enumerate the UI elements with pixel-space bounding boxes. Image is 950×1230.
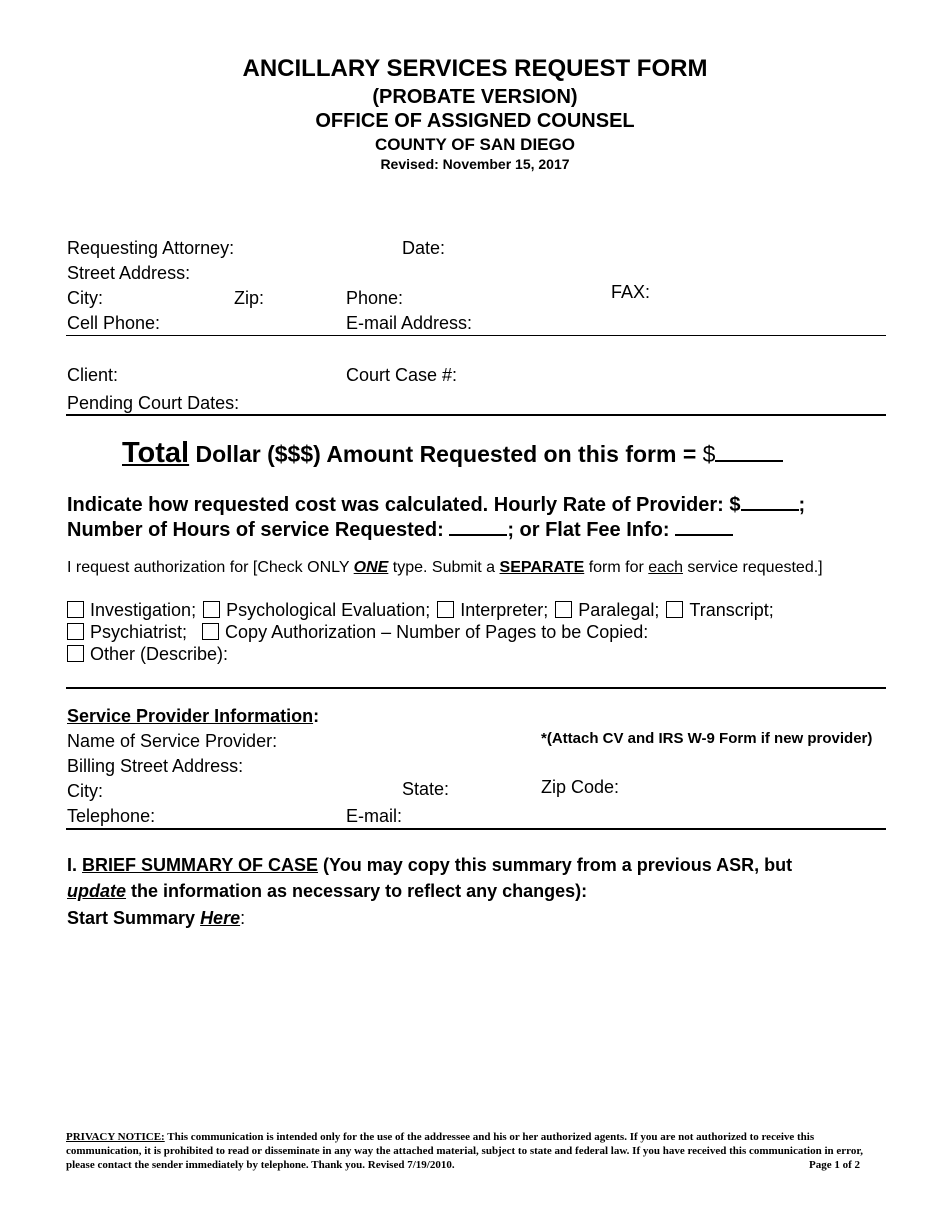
transcript-label: Transcript; bbox=[689, 600, 774, 620]
interpreter-label: Interpreter; bbox=[460, 600, 549, 620]
total-amount-line bbox=[122, 437, 783, 470]
email-label: E-mail Address: bbox=[346, 313, 473, 333]
provider-zip-label: Zip Code: bbox=[541, 777, 620, 797]
colon: : bbox=[240, 908, 246, 928]
privacy-text: This communication is intended only for the use of the addressee and his or her authorized agents. If you are not authorized to receive this communication, it is prohibited to read or disseminate in any way the attached material, subject to state and federal law. If you have received this communication in error, please contact the sender immediately by telephone. Thank you. Revised 7/19/2010. bbox=[66, 1131, 863, 1171]
calc-hours-text: Number of Hours of service Requested: bbox=[67, 519, 450, 541]
summary-heading-line-2 bbox=[67, 881, 587, 902]
auth-separate: SEPARATE bbox=[499, 559, 585, 576]
divider bbox=[66, 335, 886, 336]
services-row-2 bbox=[67, 622, 648, 643]
pending-court-dates-label: Pending Court Dates: bbox=[67, 393, 240, 413]
calc-line-2 bbox=[67, 516, 733, 542]
authorization-instruction bbox=[67, 559, 823, 577]
transcript-checkbox[interactable] bbox=[666, 601, 683, 618]
attach-cv-note: *(Attach CV and IRS W-9 Form if new provider) bbox=[541, 730, 873, 747]
start-summary-label bbox=[67, 908, 245, 929]
auth-text: I request authorization for [Check ONLY bbox=[67, 559, 354, 576]
calc-flat-fee-text: ; or Flat Fee Info: bbox=[507, 519, 676, 541]
page-number: Page 1 of 2 bbox=[808, 1159, 860, 1171]
divider bbox=[66, 414, 886, 416]
date-label: Date: bbox=[402, 238, 446, 258]
services-row-3 bbox=[67, 644, 228, 665]
colon: : bbox=[313, 706, 320, 726]
investigation-label: Investigation; bbox=[90, 600, 197, 620]
psych-eval-checkbox[interactable] bbox=[203, 601, 220, 618]
provider-email-label: E-mail: bbox=[346, 806, 403, 826]
dollar-sign: $ bbox=[702, 441, 716, 467]
services-row-1 bbox=[67, 600, 774, 621]
auth-text: type. Submit a bbox=[388, 559, 500, 576]
summary-title: BRIEF SUMMARY OF CASE bbox=[82, 855, 319, 875]
provider-telephone-label: Telephone: bbox=[67, 806, 156, 826]
auth-each: each bbox=[648, 559, 683, 576]
other-label: Other (Describe): bbox=[90, 644, 229, 664]
revised-date: Revised: November 15, 2017 bbox=[380, 156, 570, 172]
interpreter-checkbox[interactable] bbox=[437, 601, 454, 618]
divider bbox=[66, 687, 886, 689]
psychiatrist-checkbox[interactable] bbox=[67, 623, 84, 640]
auth-text: service requested.] bbox=[682, 559, 823, 576]
auth-one: ONE bbox=[353, 559, 389, 576]
paralegal-label: Paralegal; bbox=[578, 600, 660, 620]
zip-label: Zip: bbox=[234, 288, 265, 308]
psych-eval-label: Psychological Evaluation; bbox=[226, 600, 431, 620]
calc-hourly-rate-text: Indicate how requested cost was calculated. Hourly Rate of Provider: $ bbox=[67, 494, 741, 516]
summary-text: the information as necessary to reflect any changes): bbox=[126, 881, 588, 901]
privacy-notice bbox=[66, 1130, 866, 1172]
total-text: Dollar ($$$) Amount Requested on this form = bbox=[189, 441, 703, 467]
form-version: (PROBATE VERSION) bbox=[372, 86, 578, 108]
calc-line-1 bbox=[67, 491, 805, 517]
other-checkbox[interactable] bbox=[67, 645, 84, 662]
semicolon: ; bbox=[798, 494, 806, 516]
privacy-label: PRIVACY NOTICE: bbox=[66, 1131, 165, 1143]
court-case-label: Court Case #: bbox=[346, 365, 458, 385]
section-number: I. bbox=[67, 855, 83, 875]
copy-auth-label: Copy Authorization – Number of Pages to be Copied: bbox=[225, 622, 649, 642]
auth-text: form for bbox=[584, 559, 649, 576]
start-summary-text: Start Summary bbox=[67, 908, 201, 928]
fax-label: FAX: bbox=[611, 282, 651, 302]
investigation-checkbox[interactable] bbox=[67, 601, 84, 618]
provider-name-label: Name of Service Provider: bbox=[67, 731, 278, 751]
summary-here: Here bbox=[200, 908, 241, 928]
hours-blank bbox=[449, 516, 507, 536]
cell-phone-label: Cell Phone: bbox=[67, 313, 161, 333]
provider-city-label: City: bbox=[67, 781, 103, 801]
city-label: City: bbox=[67, 288, 103, 308]
summary-text: (You may copy this summary from a previous ASR, but bbox=[318, 855, 793, 875]
office-name: OFFICE OF ASSIGNED COUNSEL bbox=[315, 110, 635, 132]
form-title: ANCILLARY SERVICES REQUEST FORM bbox=[242, 55, 708, 82]
flat-fee-blank bbox=[675, 516, 733, 536]
client-label: Client: bbox=[67, 365, 119, 385]
street-address-label: Street Address: bbox=[67, 263, 191, 283]
provider-heading bbox=[67, 706, 319, 727]
total-word: Total bbox=[122, 437, 190, 469]
summary-update: update bbox=[67, 881, 127, 901]
county-name: COUNTY OF SAN DIEGO bbox=[375, 135, 575, 154]
provider-heading-text: Service Provider Information bbox=[67, 706, 314, 726]
hourly-rate-blank bbox=[741, 491, 799, 511]
requesting-attorney-label: Requesting Attorney: bbox=[67, 238, 235, 258]
copy-auth-checkbox[interactable] bbox=[202, 623, 219, 640]
psychiatrist-label: Psychiatrist; bbox=[90, 622, 188, 642]
billing-address-label: Billing Street Address: bbox=[67, 756, 244, 776]
provider-state-label: State: bbox=[402, 779, 450, 799]
total-amount-blank bbox=[715, 440, 783, 462]
paralegal-checkbox[interactable] bbox=[555, 601, 572, 618]
summary-heading-line-1 bbox=[67, 855, 792, 876]
divider bbox=[66, 828, 886, 830]
phone-label: Phone: bbox=[346, 288, 404, 308]
